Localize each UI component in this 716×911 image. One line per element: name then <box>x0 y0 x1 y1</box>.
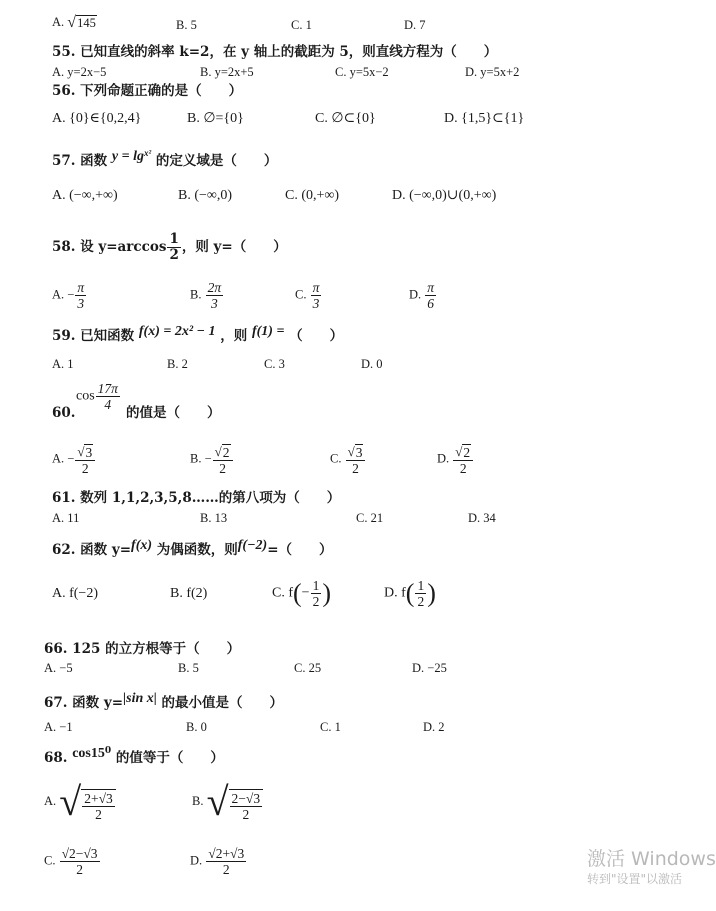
question-61-option-a: A. 11 <box>52 511 80 525</box>
question-66-option-a: A. −5 <box>44 661 73 675</box>
question-66-stem: 66. 125 的立方根等于（ ） <box>44 641 241 657</box>
question-67-option-d: D. 2 <box>423 720 445 734</box>
question-57-option-d: D. (−∞,0)∪(0,+∞) <box>392 188 497 203</box>
question-68-option-b: B. √ $\frac{2-√3}{2}$ <box>192 782 263 822</box>
question-58-option-b: B. $\frac{2\pi}{3}$ <box>190 280 222 311</box>
question-60-option-b: B. − √ 2 2 <box>190 443 234 476</box>
sqrt-symbol: √ 145 <box>67 14 96 32</box>
question-60-option-c: C. √ 3 2 <box>330 443 366 476</box>
function-cos15: cos15 <box>72 746 105 761</box>
fraction: √ 2 2 <box>453 443 473 476</box>
question-66-option-c: C. 25 <box>294 661 322 675</box>
question-59-stem: 59. 已知函数 f(x) = 2x² − 1 ，则 f(1) = （ ） <box>52 324 344 344</box>
fraction: $\frac{2\pi}{3}$ <box>207 280 222 311</box>
question-61-option-b: B. 13 <box>200 511 228 525</box>
option-d-row0: D. 7 <box>404 18 426 32</box>
degree-superscript: 0 <box>104 746 112 756</box>
fraction: √ 3 2 <box>75 443 95 476</box>
question-67-option-c: C. 1 <box>320 720 341 734</box>
option-b-row0: B. 5 <box>176 18 197 32</box>
question-55-option-b: B. y=2x+5 <box>200 65 254 79</box>
question-58-option-a: A. − $\frac{\pi}{3}$ <box>52 280 85 311</box>
fraction: $\frac{\pi}{3}$ <box>77 280 85 311</box>
fraction: $\frac{\pi}{6}$ <box>427 280 435 311</box>
question-68-option-a: A. √ $\frac{2+√3}{2}$ <box>44 782 116 822</box>
question-68-option-c: C. $\frac{√2-√3}{2}$ <box>44 846 98 877</box>
question-62-option-b: B. f(2) <box>170 586 208 601</box>
question-67-option-b: B. 0 <box>186 720 207 734</box>
fraction: √ 2 2 <box>213 443 233 476</box>
question-57-option-a: A. (−∞,+∞) <box>52 188 118 203</box>
question-58-option-c: C. $\frac{\pi}{3}$ <box>295 280 320 311</box>
function-f-neg2: f(−2) <box>237 538 268 553</box>
question-59-option-b: B. 2 <box>167 357 188 371</box>
fraction: $\frac{√2+√3}{2}$ <box>208 846 245 877</box>
fraction: $\frac{√2-√3}{2}$ <box>61 846 98 877</box>
question-58-stem: 58. 设 y=arccos $\frac{1}{2}$ ，则 y=（ ） <box>52 231 287 263</box>
question-62-option-c: C. f(− $\frac{1}{2}$ ) <box>272 578 331 609</box>
question-57-stem: 57. 函数 $y = \lg^{x^2}$ 的定义域是（ ） <box>52 148 278 169</box>
fraction: $\frac{1}{2}$ <box>312 578 320 609</box>
question-59-option-c: C. 3 <box>264 357 285 371</box>
question-59-option-a: A. 1 <box>52 357 74 371</box>
question-67-stem: 67. 函数 y=|sin x| 的最小值是（ ） <box>44 691 284 711</box>
option-a-row0: A. √ 145 <box>52 14 96 32</box>
question-59-option-d: D. 0 <box>361 357 383 371</box>
big-sqrt: √ $\frac{2-√3}{2}$ <box>207 782 263 822</box>
question-56-option-a: A. {0}∈{0,2,4} <box>52 111 142 126</box>
question-62-option-a: A. f(−2) <box>52 586 98 601</box>
cos-expression: cos $\frac{17\pi}{4}$ <box>76 381 118 412</box>
question-55-option-c: C. y=5x−2 <box>335 65 389 79</box>
question-56-option-d: D. {1,5}⊂{1} <box>444 111 525 126</box>
activate-windows-watermark: 激活 Windows <box>587 848 716 870</box>
question-61-option-d: D. 34 <box>468 511 496 525</box>
question-58-option-d: D. $\frac{\pi}{6}$ <box>409 280 435 311</box>
function-f-x: f(x) <box>131 538 153 553</box>
question-57-option-c: C. (0,+∞) <box>285 188 340 203</box>
fraction: $\frac{\pi}{3}$ <box>312 280 320 311</box>
question-62-stem: 62. 函数 y=f(x) 为偶函数，则f(−2)=（ ） <box>52 538 333 558</box>
question-60-option-a: A. − √ 3 2 <box>52 443 96 476</box>
question-60-option-d: D. √ 2 2 <box>437 443 474 476</box>
question-57-option-b: B. (−∞,0) <box>178 188 233 203</box>
function-f-1: f(1) = <box>251 324 285 339</box>
question-56-option-c: C. ∅⊂{0} <box>315 111 376 126</box>
fraction: $\frac{1}{2}$ <box>417 578 425 609</box>
function-y-lg: y = lg <box>111 149 144 164</box>
question-61-option-c: C. 21 <box>356 511 384 525</box>
function-abs-sin-x: |sin x| <box>123 691 157 706</box>
question-61-stem: 61. 数列 1,1,2,3,5,8……的第八项为（ ） <box>52 490 341 506</box>
question-55-option-a: A. y=2x−5 <box>52 65 107 79</box>
question-60-stem: 的值是（ ） <box>126 405 221 421</box>
question-55-option-d: D. y=5x+2 <box>465 65 520 79</box>
question-55-stem: 55. 已知直线的斜率 k=2，在 y 轴上的截距为 5，则直线方程为（ ） <box>52 44 498 60</box>
question-67-option-a: A. −1 <box>44 720 73 734</box>
exponent: x² <box>143 148 152 158</box>
option-c-row0: C. 1 <box>291 18 312 32</box>
activate-windows-hint: 转到"设置"以激活 <box>587 872 683 886</box>
question-56-option-b: B. ∅={0} <box>187 111 244 126</box>
fraction-one-half: $\frac{1}{2}$ <box>169 231 179 263</box>
question-66-option-d: D. −25 <box>412 661 447 675</box>
fraction-17pi-4: $\frac{17\pi}{4}$ <box>97 381 118 412</box>
question-60-label: 60. <box>52 405 76 421</box>
question-66-option-b: B. 5 <box>178 661 199 675</box>
question-56-stem: 56. 下列命题正确的是（ ） <box>52 83 243 99</box>
question-62-option-d: D. f( $\frac{1}{2}$ ) <box>384 578 436 609</box>
question-68-stem: 68. $\cos 15^0$ 的值等于（ ） <box>44 746 224 766</box>
fraction: √ 3 2 <box>346 443 366 476</box>
function-f-x: f(x) = 2x² − 1 <box>138 324 216 339</box>
big-sqrt: √ $\frac{2+√3}{2}$ <box>59 782 115 822</box>
question-68-option-d: D. $\frac{√2+√3}{2}$ <box>190 846 245 877</box>
